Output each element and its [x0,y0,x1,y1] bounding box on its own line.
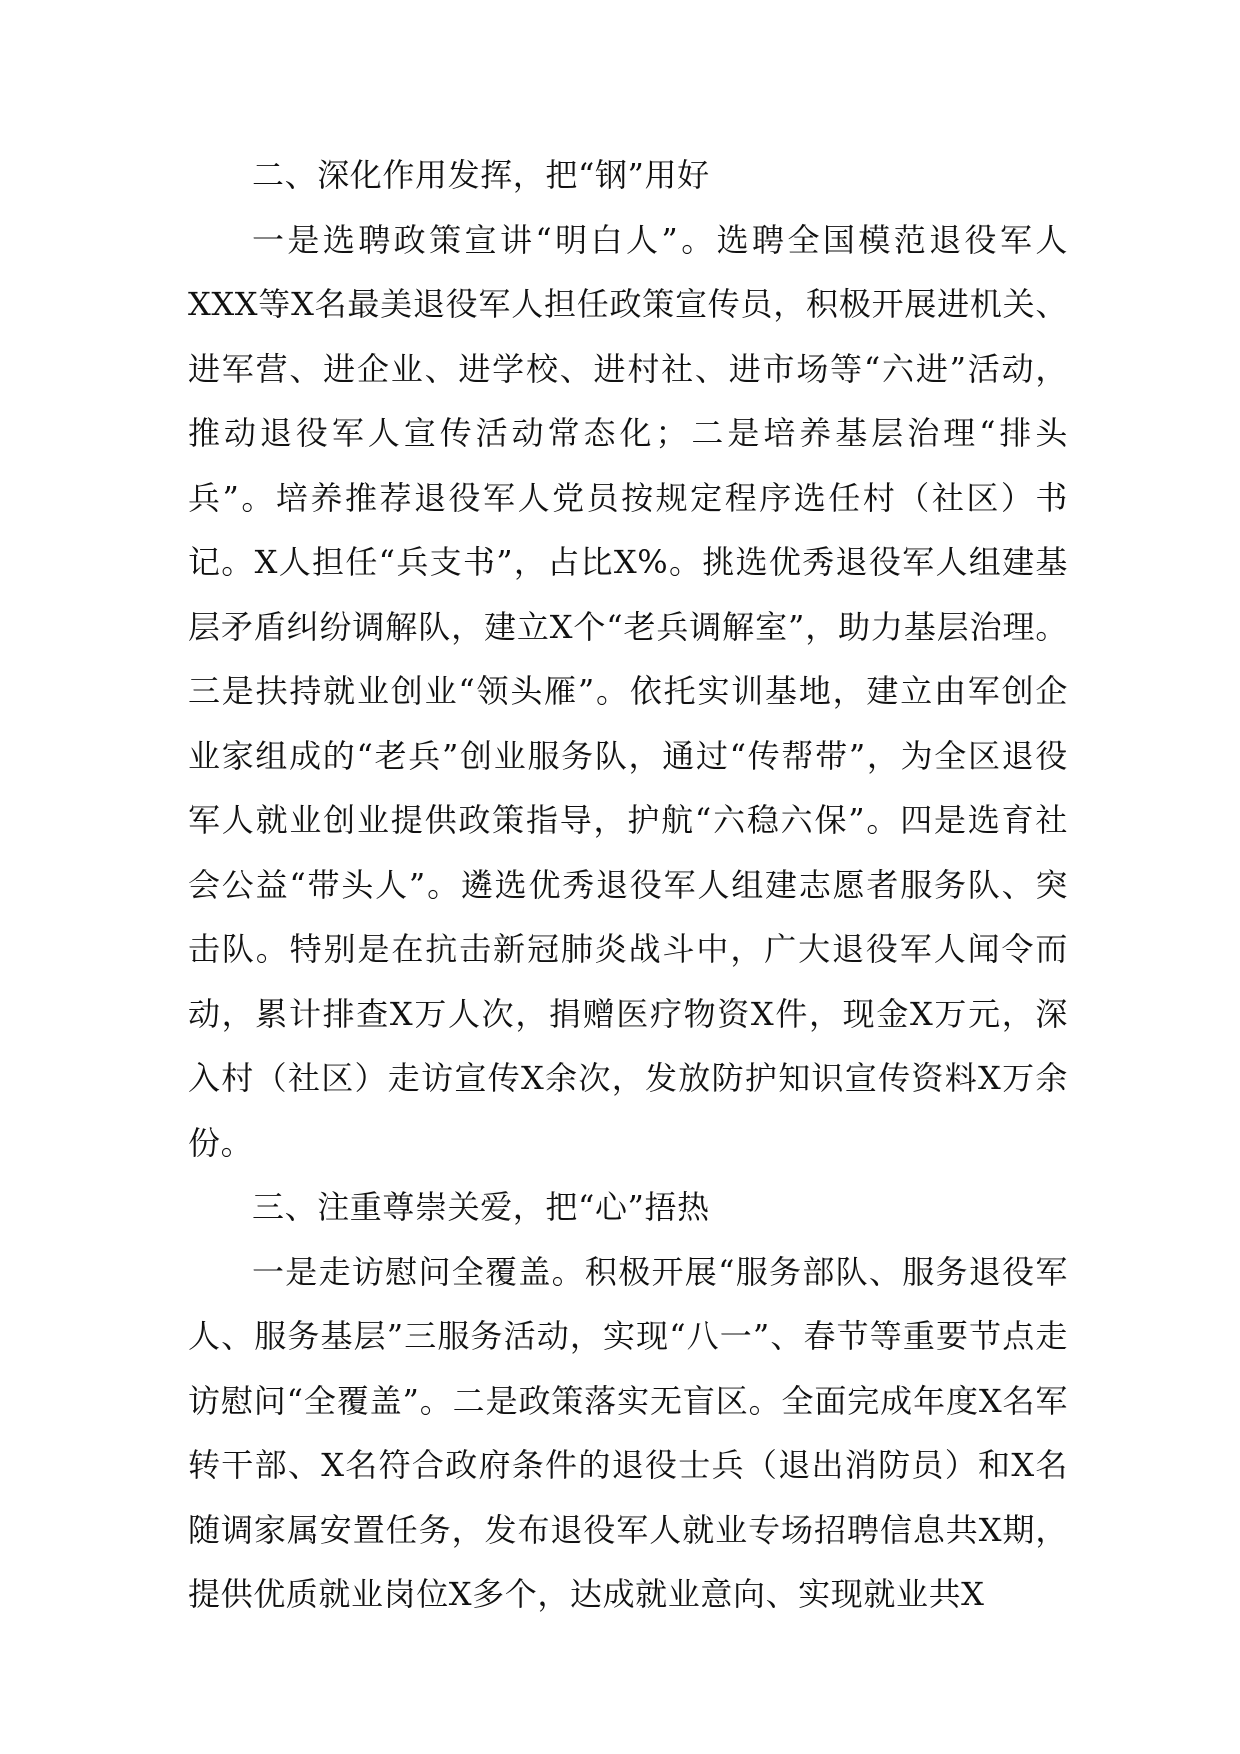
section-heading-2: 二、深化作用发挥，把“钢”用好 [252,156,710,194]
section-paragraph-3: 一是走访慰问全覆盖。积极开展“服务部队、服务退役军人、服务基层”三服务活动，实现“八一”、春节等重要节点走访慰问“全覆盖”。二是政策落实无盲区。全面完成年度X名军转干部、X名符合政府条件的退役士兵（退出消防员）和X名随调家属安置任务，发布退役军人就业专场招聘信息共X期，提供优质就业岗位X多个，达成就业意向、实现就业共X [188,1252,1068,1613]
section-heading-3: 三、注重尊崇关爱，把“心”捂热 [252,1188,710,1226]
section-paragraph-2: 一是选聘政策宣讲“明白人”。选聘全国模范退役军人XXX等X名最美退役军人担任政策宣传员，积极开展进机关、进军营、进企业、进学校、进村社、进市场等“六进”活动，推动退役军人宣传活动常态化；二是培养基层治理“排头兵”。培养推荐退役军人党员按规定程序选任村（社区）书记。X人担任“兵支书”，占比X%。挑选优秀退役军人组建基层矛盾纠纷调解队，建立X个“老兵调解室”，助力基层治理。三是扶持就业创业“领头雁”。依托实训基地，建立由军创企业家组成的“老兵”创业服务队，通过“传帮带”，为全区退役军人就业创业提供政策指导，护航“六稳六保”。四是选育社会公益“带头人”。遴选优秀退役军人组建志愿者服务队、突击队。特别是在抗击新冠肺炎战斗中，广大退役军人闻令而动，累计排查X万人次，捐赠医疗物资X件，现金X万元，深入村（社区）走访宣传X余次，发放防护知识宣传资料X万余份。 [188,220,1068,1162]
document-body [188,143,1068,1627]
